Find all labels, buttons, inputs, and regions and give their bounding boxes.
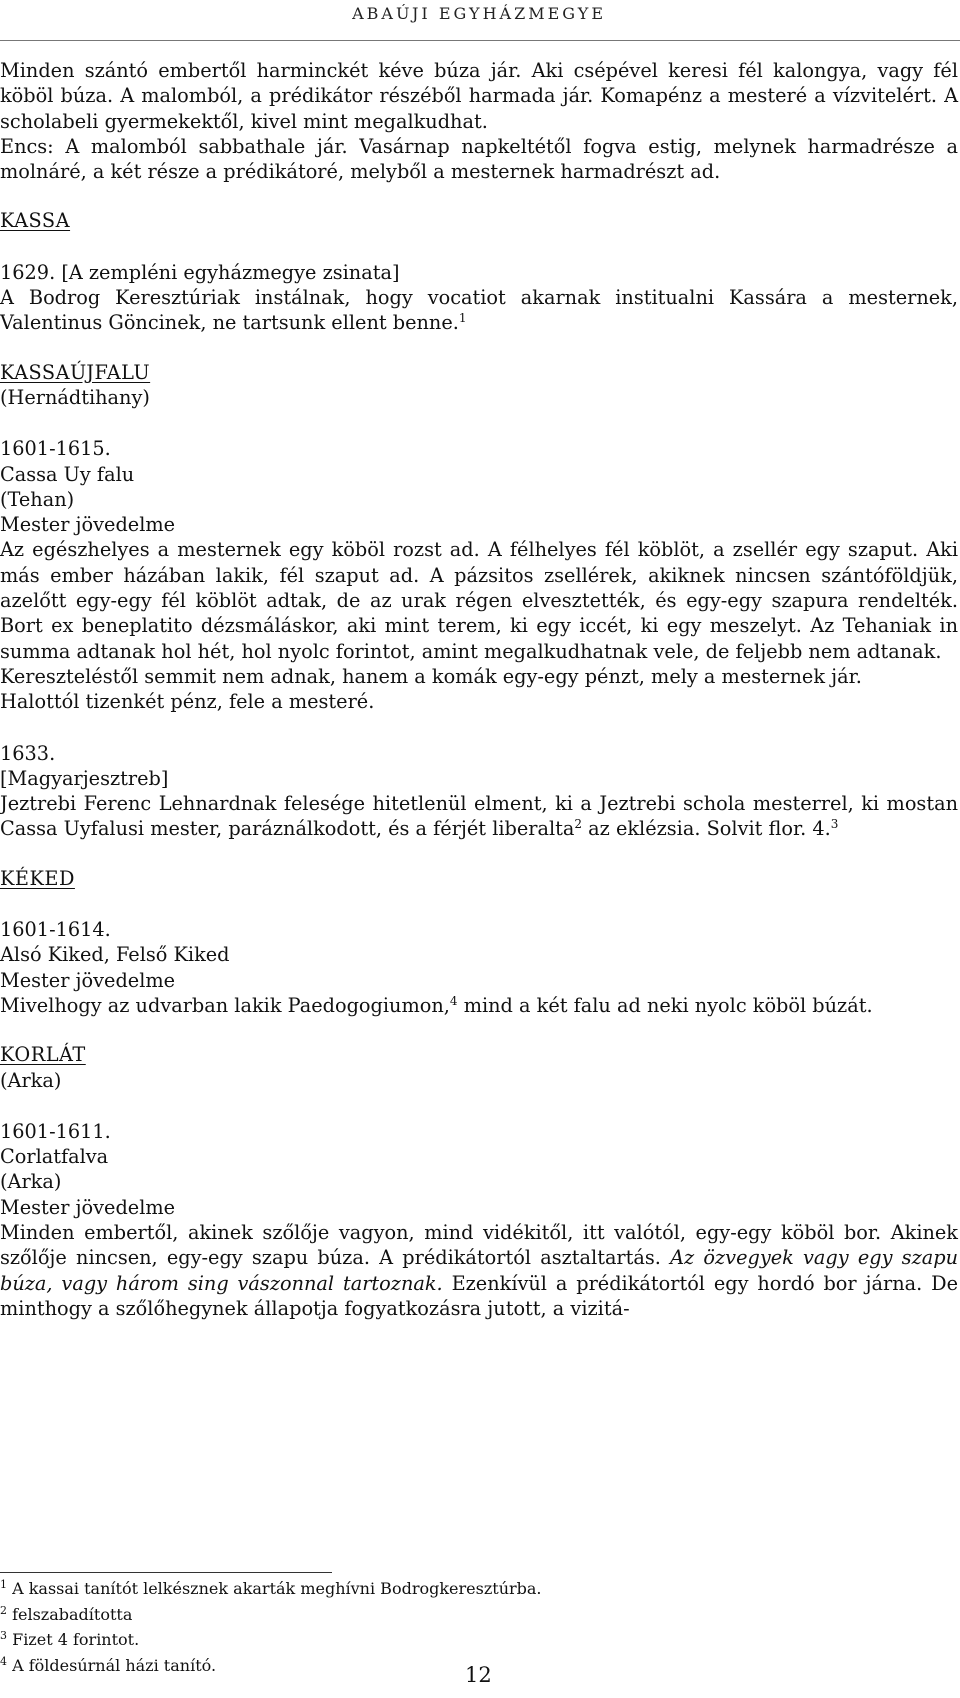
footnote-text: felszabadította xyxy=(7,1604,133,1624)
kassaujfalu-text-4a: Jeztrebi Ferenc Lehnardnak felesége hitetlenül elment, ki a Jeztrebi schola mesterrel, ki mostan Cassa Uyfalusi mester, paráználkodott, és a férjét liberalta xyxy=(0,792,958,841)
korlat-alt: (Arka) xyxy=(0,1170,62,1194)
kassaujfalu-text-2: Kereszteléstől semmit nem adnak, hanem a komák egy-egy pénzt, mely a mesternek jár. xyxy=(0,664,862,688)
footnote-1 xyxy=(0,1576,542,1602)
footnote-ref-3: 3 xyxy=(830,817,839,832)
keked-name: Alsó Kiked, Felső Kiked xyxy=(0,943,230,967)
korlat-name: Corlatfalva xyxy=(0,1145,109,1169)
footnote-ref-4: 4 xyxy=(449,993,458,1008)
korlat-text xyxy=(0,1220,958,1321)
paragraph-intro-2: Encs: A malomból sabbathale jár. Vasárnap napkeltétől fogva estig, melynek harmadrésze a molnáré, a két része a prédikátoré, melyből a mesternek harmadrészt ad. xyxy=(0,134,958,184)
page-number: 12 xyxy=(465,1663,492,1687)
footnote-rule xyxy=(0,1572,332,1573)
footnote-text: A földesúrnál házi tanító. xyxy=(7,1655,217,1675)
kassaujfalu-alt: (Tehan) xyxy=(0,487,75,511)
kassaujfalu-text-4b: az eklézsia. Solvit flor. 4. xyxy=(582,817,831,841)
keked-text-b: mind a két falu ad neki nyolc köböl búzát. xyxy=(457,993,873,1017)
footnote-text: A kassai tanítót lelkésznek akarták meghívni Bodrogkeresztúrba. xyxy=(7,1579,542,1598)
footnote-4 xyxy=(0,1653,542,1679)
kassaujfalu-label: Mester jövedelme xyxy=(0,513,176,537)
keked-text xyxy=(0,993,958,1018)
kassaujfalu-place-2: [Magyarjesztreb] xyxy=(0,766,169,790)
kassaujfalu-subheading: (Hernádtihany) xyxy=(0,385,150,409)
spacer xyxy=(0,410,958,436)
kassa-year: 1629. [A zempléni egyházmegye zsinata] xyxy=(0,260,400,284)
korlat-label: Mester jövedelme xyxy=(0,1195,176,1219)
footnote-mark: 3 xyxy=(0,1629,7,1642)
spacer xyxy=(0,1093,958,1119)
kassaujfalu-text-4 xyxy=(0,791,958,842)
footnote-mark: 4 xyxy=(0,1654,7,1668)
footnote-ref-2: 2 xyxy=(574,817,583,832)
spacer xyxy=(0,842,958,866)
footnote-2 xyxy=(0,1602,542,1628)
section-heading-kassaujfalu: KASSAÚJFALU xyxy=(0,360,151,384)
spacer xyxy=(0,1018,958,1042)
section-heading-korlat: KORLÁT xyxy=(0,1043,86,1067)
section-heading-kassa: KASSA xyxy=(0,209,71,233)
kassa-text xyxy=(0,285,958,336)
footnote-text: Fizet 4 forintot. xyxy=(7,1630,140,1649)
kassaujfalu-text-3: Halottól tizenkét pénz, fele a mesteré. xyxy=(0,690,375,714)
korlat-text-b: Ezenkívül a prédikátortól egy hordó bor járna. De minthogy a szőlőhegynek állapotja fogyatkozásra jutott, a vizitá- xyxy=(0,1271,958,1320)
korlat-text-a: Minden embertől, akinek szőlője vagyon, mind vidékitől, itt valótól, egy-egy köböl bor. Akinek szőlője nincsen, egy-egy szapu búza. A prédikátortól asztaltartás. xyxy=(0,1220,958,1270)
keked-text-a: Mivelhogy az udvarban lakik Paedogogiumon, xyxy=(0,993,450,1017)
kassaujfalu-years: 1601-1615. xyxy=(0,437,111,461)
footnote-mark: 2 xyxy=(0,1603,7,1617)
korlat-subheading: (Arka) xyxy=(0,1068,62,1092)
keked-years: 1601-1614. xyxy=(0,918,111,942)
header-rule xyxy=(0,40,960,41)
spacer xyxy=(0,715,958,741)
footnote-mark: 1 xyxy=(0,1578,7,1591)
footnote-3 xyxy=(0,1627,542,1653)
kassaujfalu-year-2: 1633. xyxy=(0,741,56,765)
spacer xyxy=(0,234,958,260)
kassaujfalu-text-1: Az egészhelyes a mesternek egy köböl rozst ad. A félhelyes fél köblöt, a zsellér egy szaput. Aki más ember házában lakik, fél szaput ad. A pázsitos zsellérek, akiknek nincsen szántóföldjük, azelőtt egy-egy fél köblöt adtak, de az urak régen elvesztették, és egy-egy szapura rendelték. Bort ex beneplatito dézsmáláskor, aki mint terem, ki egy iccét, ki egy meszelyt. Az Tehaniak in summa adtanak hol hét, hol nyolc forintot, amint megalkudhatnak vele, de feljebb nem adtanak. xyxy=(0,538,958,663)
kassaujfalu-name: Cassa Uy falu xyxy=(0,462,135,486)
spacer xyxy=(0,336,958,360)
footnote-ref-1: 1 xyxy=(458,311,467,326)
keked-label: Mester jövedelme xyxy=(0,968,176,992)
section-heading-keked: KÉKED xyxy=(0,866,75,890)
korlat-text-italic: Az özvegyek vagy egy szapu búza, vagy három sing vászonnal tartoznak. xyxy=(0,1246,958,1295)
spacer xyxy=(0,184,958,208)
paragraph-intro-1: Minden szántó embertől harminckét kéve búza jár. Aki csépével keresi fél kalongya, vagy fél köböl búza. A malomból, a prédikátor részéből harmada jár. Komapénz a mesteré a vízvitelért. A scholabeli gyermekektől, kivel mint megalkudhat. xyxy=(0,59,958,133)
body-text xyxy=(0,58,958,1321)
korlat-years: 1601-1611. xyxy=(0,1119,111,1143)
kassa-text-body: A Bodrog Keresztúriak instálnak, hogy vocatiot akarnak institualni Kassára a mesternek, Valentinus Göncinek, ne tartsunk ellent benne. xyxy=(0,286,958,335)
spacer xyxy=(0,891,958,917)
running-head: ABAÚJI EGYHÁZMEGYE xyxy=(352,4,606,23)
footnotes xyxy=(0,1576,542,1678)
